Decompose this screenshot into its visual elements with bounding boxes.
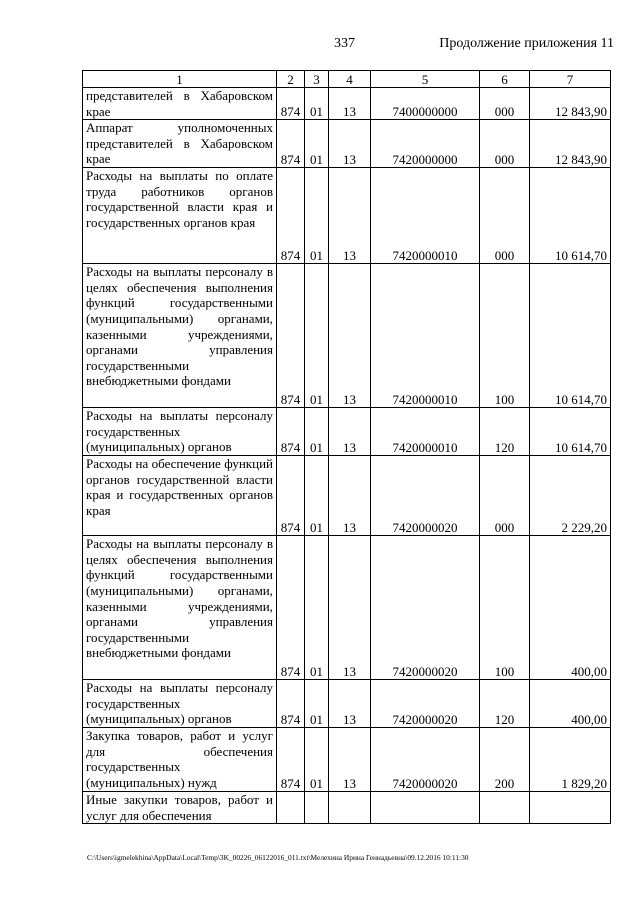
ministry-code: 874 — [277, 264, 305, 408]
column-header: 4 — [329, 71, 371, 88]
target-article-code: 7420000010 — [371, 264, 480, 408]
target-article-code: 7420000020 — [371, 680, 480, 728]
expense-type-code: 000 — [480, 168, 530, 264]
expense-name: представителей в Хабаровском крае — [83, 88, 277, 120]
target-article-code: 7420000020 — [371, 456, 480, 536]
table-row — [83, 120, 611, 168]
amount: 10 614,70 — [530, 264, 611, 408]
expense-type-code: 200 — [480, 728, 530, 792]
target-article-code: 7420000010 — [371, 168, 480, 264]
ministry-code: 874 — [277, 168, 305, 264]
amount: 10 614,70 — [530, 168, 611, 264]
expense-type-code: 100 — [480, 264, 530, 408]
subsection-code: 13 — [329, 120, 371, 168]
column-header: 7 — [530, 71, 611, 88]
target-article-code: 7420000000 — [371, 120, 480, 168]
table-row — [83, 88, 611, 120]
file-path-footer: C:\Users\igmelekhina\AppData\Local\Temp\3K_00226_06122016_011.txt\Мелехина Ирина Геннадьевна\09.12.2016 10:11:30 — [87, 853, 469, 862]
section-code: 01 — [305, 408, 329, 456]
ministry-code: 874 — [277, 536, 305, 680]
expense-name: Расходы на выплаты персоналу в целях обеспечения выполнения функций государственными (муниципальными) органами, казенными учреждениями, органами управления государственными внебюджетными фондами — [83, 536, 277, 680]
ministry-code: 874 — [277, 456, 305, 536]
table-row — [83, 456, 611, 536]
target-article-code — [371, 792, 480, 824]
table-row — [83, 264, 611, 408]
expense-name: Аппарат уполномоченных представителей в Хабаровском крае — [83, 120, 277, 168]
column-header: 6 — [480, 71, 530, 88]
amount: 400,00 — [530, 536, 611, 680]
expense-name: Расходы на выплаты персоналу государственных (муниципальных) органов — [83, 680, 277, 728]
subsection-code: 13 — [329, 88, 371, 120]
section-code: 01 — [305, 680, 329, 728]
page-number: 337 — [334, 36, 355, 51]
target-article-code: 7400000000 — [371, 88, 480, 120]
section-code: 01 — [305, 120, 329, 168]
amount: 2 229,20 — [530, 456, 611, 536]
section-code: 01 — [305, 168, 329, 264]
subsection-code: 13 — [329, 264, 371, 408]
target-article-code: 7420000020 — [371, 536, 480, 680]
column-header: 1 — [83, 71, 277, 88]
ministry-code: 874 — [277, 728, 305, 792]
expense-type-code: 000 — [480, 120, 530, 168]
expense-name: Расходы на выплаты персоналу государственных (муниципальных) органов — [83, 408, 277, 456]
expense-type-code: 000 — [480, 456, 530, 536]
ministry-code: 874 — [277, 680, 305, 728]
table-row — [83, 536, 611, 680]
expense-name: Расходы на выплаты персоналу в целях обеспечения выполнения функций государственными (муниципальными) органами, казенными учреждениями, органами управления государственными внебюджетными фондами — [83, 264, 277, 408]
subsection-code: 13 — [329, 536, 371, 680]
expense-type-code: 120 — [480, 408, 530, 456]
table-row — [83, 408, 611, 456]
section-code: 01 — [305, 456, 329, 536]
amount — [530, 792, 611, 824]
section-code: 01 — [305, 536, 329, 680]
ministry-code: 874 — [277, 88, 305, 120]
table-row — [83, 792, 611, 824]
table-row — [83, 168, 611, 264]
amount: 10 614,70 — [530, 408, 611, 456]
amount: 1 829,20 — [530, 728, 611, 792]
appendix-continuation-note: Продолжение приложения 11 — [439, 36, 614, 51]
section-code: 01 — [305, 728, 329, 792]
table-header-row — [83, 71, 611, 88]
column-header: 5 — [371, 71, 480, 88]
target-article-code: 7420000020 — [371, 728, 480, 792]
table-row — [83, 680, 611, 728]
expense-name: Расходы на выплаты по оплате труда работников органов государственной власти края и государственных органов края — [83, 168, 277, 264]
expense-type-code: 120 — [480, 680, 530, 728]
section-code: 01 — [305, 264, 329, 408]
ministry-code: 874 — [277, 120, 305, 168]
subsection-code: 13 — [329, 728, 371, 792]
ministry-code — [277, 792, 305, 824]
expense-type-code: 100 — [480, 536, 530, 680]
subsection-code — [329, 792, 371, 824]
expense-name: Расходы на обеспечение функций органов государственной власти края и государственных органов края — [83, 456, 277, 536]
amount: 400,00 — [530, 680, 611, 728]
amount: 12 843,90 — [530, 120, 611, 168]
subsection-code: 13 — [329, 408, 371, 456]
amount: 12 843,90 — [530, 88, 611, 120]
ministry-code: 874 — [277, 408, 305, 456]
target-article-code: 7420000010 — [371, 408, 480, 456]
subsection-code: 13 — [329, 168, 371, 264]
column-header: 3 — [305, 71, 329, 88]
expense-name: Иные закупки товаров, работ и услуг для обеспечения — [83, 792, 277, 824]
column-header: 2 — [277, 71, 305, 88]
table-row — [83, 728, 611, 792]
section-code — [305, 792, 329, 824]
expense-type-code: 000 — [480, 88, 530, 120]
section-code: 01 — [305, 88, 329, 120]
budget-table — [82, 70, 611, 824]
subsection-code: 13 — [329, 456, 371, 536]
expense-type-code — [480, 792, 530, 824]
subsection-code: 13 — [329, 680, 371, 728]
expense-name: Закупка товаров, работ и услуг для обеспечения государственных (муниципальных) нужд — [83, 728, 277, 792]
